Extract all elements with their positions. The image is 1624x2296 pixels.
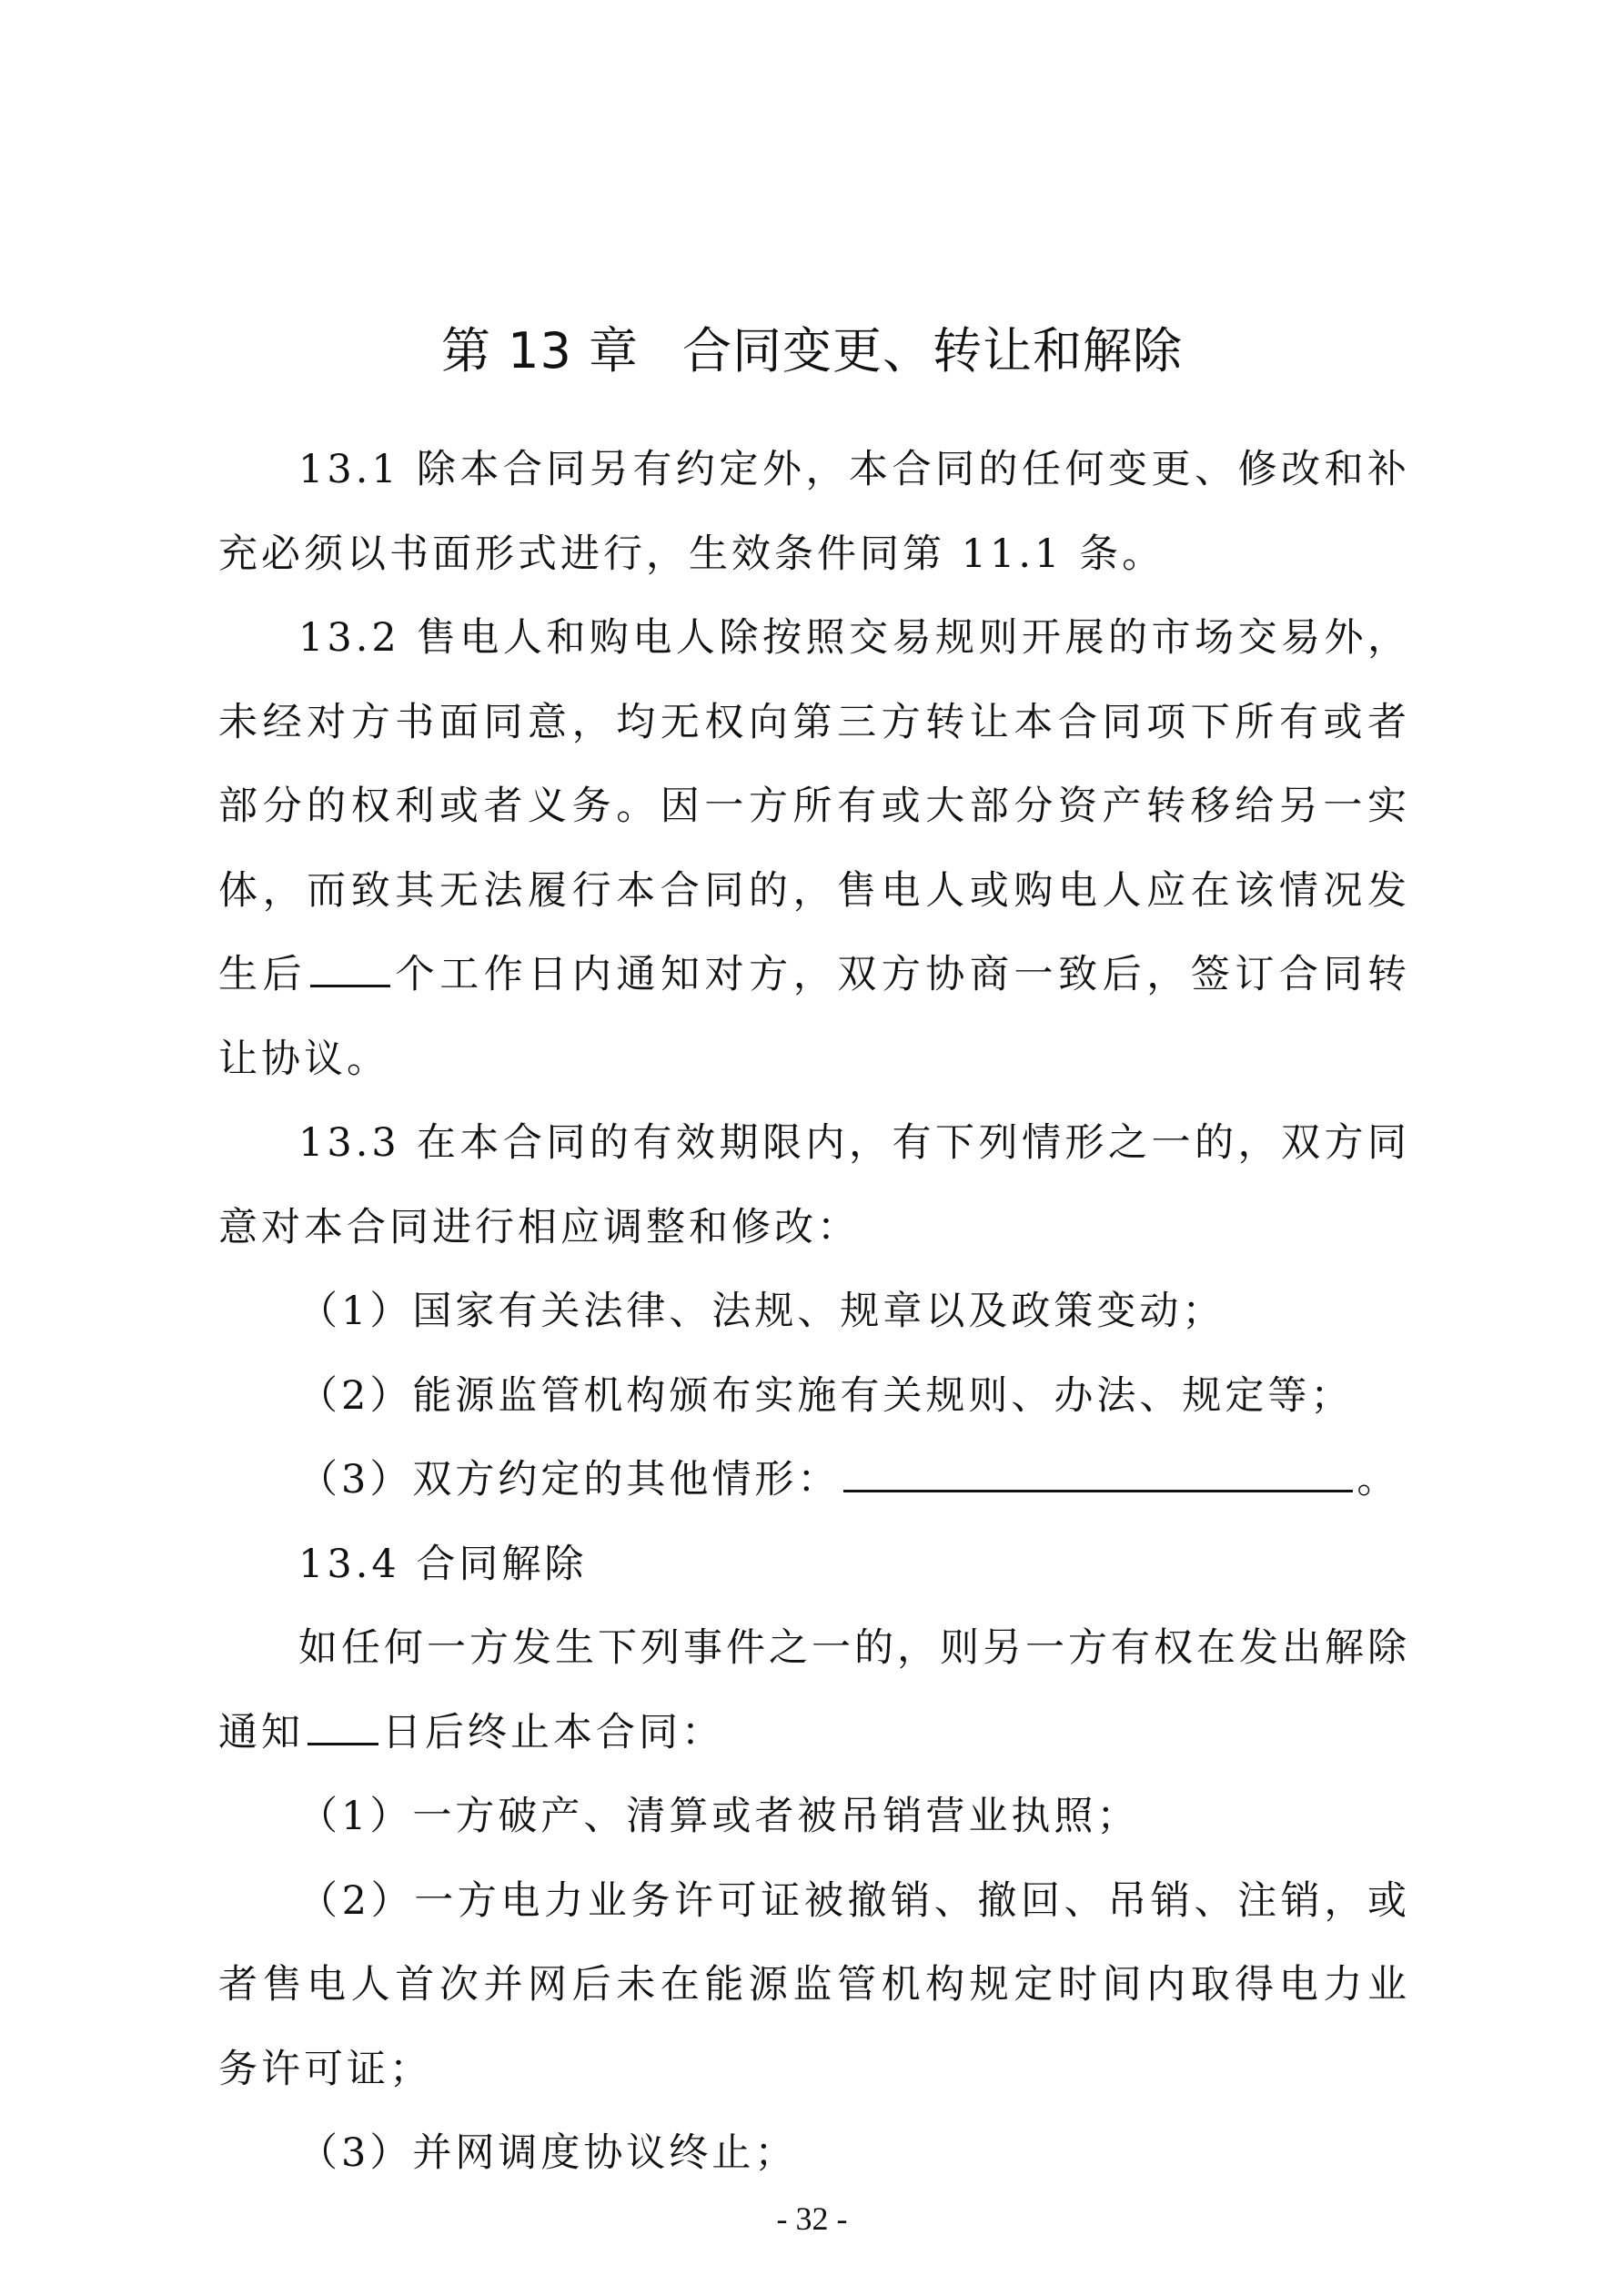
clause-13-4-item-3: （3）并网调度协议终止； [298, 2130, 798, 2176]
clause-13-1: 13.1 除本合同另有约定外，本合同的任何变更、修改和补充必须以书面形式进行，生效条件同第 11.1 条。 [218, 447, 1410, 577]
clause-13-2-text-b: 个工作日内通知对方，双方协商一致后，签订合同转让协议。 [218, 952, 1411, 1082]
clause-13-4-intro-text-b: 日后终止本合同： [382, 1709, 724, 1755]
clause-13-4-intro [218, 1606, 1410, 1775]
chapter-name: 合同变更、转让和解除 [682, 322, 1184, 380]
clause-13-3-item-3 [218, 1438, 1410, 1522]
clause-13-3-item-2: （2）能源监管机构颁布实施有关规则、办法、规定等； [298, 1372, 1354, 1419]
clause-13-4-item-2: （2）一方电力业务许可证被撤销、撤回、吊销、注销，或者售电人首次并网后未在能源监管机构规定时间内取得电力业务许可证； [218, 1877, 1410, 2092]
clause-13-4-intro-text-a: 如任何一方发生下列事件之一的，则另一方有权在发出解除通知 [218, 1625, 1410, 1755]
clause-13-3-item-1: （1）国家有关法律、法规、规章以及政策变动； [298, 1289, 1226, 1334]
chapter-number: 第 13 章 [440, 322, 640, 380]
clause-13-3-item-3-end: 。 [1357, 1457, 1400, 1502]
chapter-title [0, 322, 1624, 380]
page-number: - 32 - [776, 2200, 848, 2237]
clause-13-3: 13.3 在本合同的有效期限内，有下列情形之一的，双方同意对本合同进行相应调整和修改： [218, 1120, 1410, 1250]
chapter-body [218, 428, 1410, 2196]
fill-in-blank-other-cases [843, 1489, 1353, 1492]
clause-13-4-item-1: （1）一方破产、清算或者被吊销营业执照； [298, 1794, 1140, 1839]
clause-13-4-heading: 13.4 合同解除 [298, 1541, 588, 1587]
clause-13-2 [218, 596, 1410, 1101]
clause-13-2-text-a: 13.2 售电人和购电人除按照交易规则开展的市场交易外，未经对方书面同意，均无权向第三方转让本合同项下所有或者部分的权利或者义务。因一方所有或大部分资产转移给另一实体，而致其无法履行本合同的，售电人或购电人应在该情况发生后 [218, 615, 1410, 997]
fill-in-blank-notice-days [308, 1742, 378, 1745]
clause-13-3-item-3-text: （3）双方约定的其他情形： [298, 1457, 841, 1502]
fill-in-blank-workdays [310, 984, 390, 987]
